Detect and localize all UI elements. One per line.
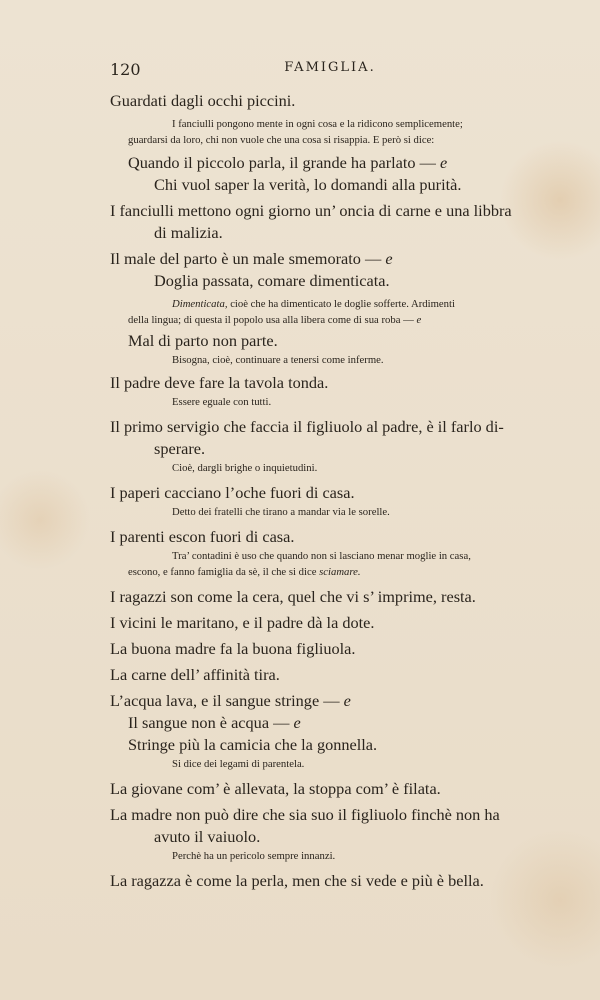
text-run: Cioè, dargli brighe o inquietudini. <box>172 462 318 474</box>
proverb-line <box>108 804 570 826</box>
text-run: Stringe più la camicia che la gonnella. <box>128 735 378 754</box>
note-line <box>108 756 570 772</box>
proverb-line <box>108 270 570 292</box>
note-line <box>108 116 570 132</box>
proverb-line <box>108 90 570 112</box>
proverb-line <box>108 526 570 548</box>
text-run: sciamare. <box>319 566 361 578</box>
text-run: La ragazza è come la perla, men che si vede e più è bella. <box>110 871 484 890</box>
proverb-line <box>108 612 570 634</box>
text-run: I vicini le maritano, e il padre dà la dote. <box>110 613 375 632</box>
text-run: I paperi cacciano l’oche fuori di casa. <box>110 483 355 502</box>
text-run: avuto il vaiuolo. <box>154 827 261 846</box>
text-run: sperare. <box>154 439 206 458</box>
text-run: Si dice dei legami di parentela. <box>172 758 305 770</box>
proverb-line <box>108 330 570 352</box>
text-run: Il primo servigio che faccia il figliuolo al padre, è il farlo di- <box>110 417 504 436</box>
proverb-line <box>108 664 570 686</box>
proverb-line <box>108 248 570 270</box>
note-line <box>108 848 570 864</box>
proverb-line <box>108 174 570 196</box>
text-run: Guardati dagli occhi piccini. <box>110 91 296 110</box>
text-run: Il male del parto è un male smemorato — <box>110 249 386 268</box>
proverb-line <box>108 152 570 174</box>
text-run: e <box>385 249 393 268</box>
text-run: Tra’ contadini è uso che quando non si lasciano menar moglie in casa, <box>172 550 471 562</box>
proverb-line <box>108 712 570 734</box>
text-run: I fanciulli pongono mente in ogni cosa e la ridicono semplicemente; <box>172 118 463 130</box>
text-run: e <box>416 314 422 326</box>
text-run: e <box>293 713 301 732</box>
text-run: Dimenticata, <box>172 298 228 310</box>
proverb-line <box>108 416 570 438</box>
note-line <box>108 132 570 148</box>
text-run: I fanciulli mettono ogni giorno un’ oncia di carne e una libbra <box>110 201 512 220</box>
proverb-line <box>108 372 570 394</box>
note-line <box>108 394 570 410</box>
text-run: Chi vuol saper la verità, lo domandi alla purità. <box>154 175 462 194</box>
proverb-line <box>108 826 570 848</box>
note-line <box>108 352 570 368</box>
proverb-line <box>108 222 570 244</box>
proverb-line <box>108 438 570 460</box>
text-run: Perchè ha un pericolo sempre innanzi. <box>172 850 336 862</box>
page-header <box>110 60 550 84</box>
text-run: Mal di parto non parte. <box>128 331 278 350</box>
proverb-line <box>108 690 570 712</box>
proverb-line <box>108 778 570 800</box>
proverb-line <box>108 482 570 504</box>
proverb-line <box>108 870 570 892</box>
text-run: La madre non può dire che sia suo il figliuolo finchè non ha <box>110 805 500 824</box>
text-run: Doglia passata, comare dimenticata. <box>154 271 390 290</box>
text-run: escono, e fanno famiglia da sè, il che si dice <box>128 566 320 578</box>
text-run: e <box>439 153 448 172</box>
text-run: La buona madre fa la buona figliuola. <box>110 639 356 658</box>
note-line <box>108 460 570 476</box>
proverb-line <box>108 734 570 756</box>
page-text <box>108 86 570 892</box>
text-run: La carne dell’ affinità tira. <box>110 665 280 684</box>
note-line <box>108 504 570 520</box>
text-run: e <box>343 691 351 710</box>
proverb-line <box>108 200 570 222</box>
note-line <box>108 564 570 580</box>
text-run: La giovane com’ è allevata, la stoppa com’ è filata. <box>110 779 441 798</box>
text-run: Bisogna, cioè, continuare a tenersi come inferme. <box>172 354 384 366</box>
note-line <box>108 548 570 564</box>
note-line <box>108 296 570 312</box>
text-run: I parenti escon fuori di casa. <box>110 527 295 546</box>
text-run: Quando il piccolo parla, il grande ha parlato — <box>128 153 440 172</box>
text-run: Il sangue non è acqua — <box>128 713 294 732</box>
text-run: cioè che ha dimenticato le doglie sofferte. Ardimenti <box>227 298 455 310</box>
proverb-line <box>108 638 570 660</box>
text-run: I ragazzi son come la cera, quel che vi s’ imprime, resta. <box>110 587 476 606</box>
text-run: Il padre deve fare la tavola tonda. <box>110 373 329 392</box>
text-run: L’acqua lava, e il sangue stringe — <box>110 691 344 710</box>
page-number: 120 <box>110 60 141 79</box>
text-run: di malizia. <box>154 223 223 242</box>
text-run: Essere eguale con tutti. <box>172 396 272 408</box>
text-run: della lingua; di questa il popolo usa alla libera come di sua roba — <box>128 314 417 326</box>
running-title: FAMIGLIA. <box>284 60 376 75</box>
text-run: guardarsi da loro, chi non vuole che una cosa si risappia. E però si dice: <box>128 134 435 146</box>
proverb-line <box>108 586 570 608</box>
text-run: Detto dei fratelli che tirano a mandar via le sorelle. <box>172 506 390 518</box>
note-line <box>108 312 570 328</box>
